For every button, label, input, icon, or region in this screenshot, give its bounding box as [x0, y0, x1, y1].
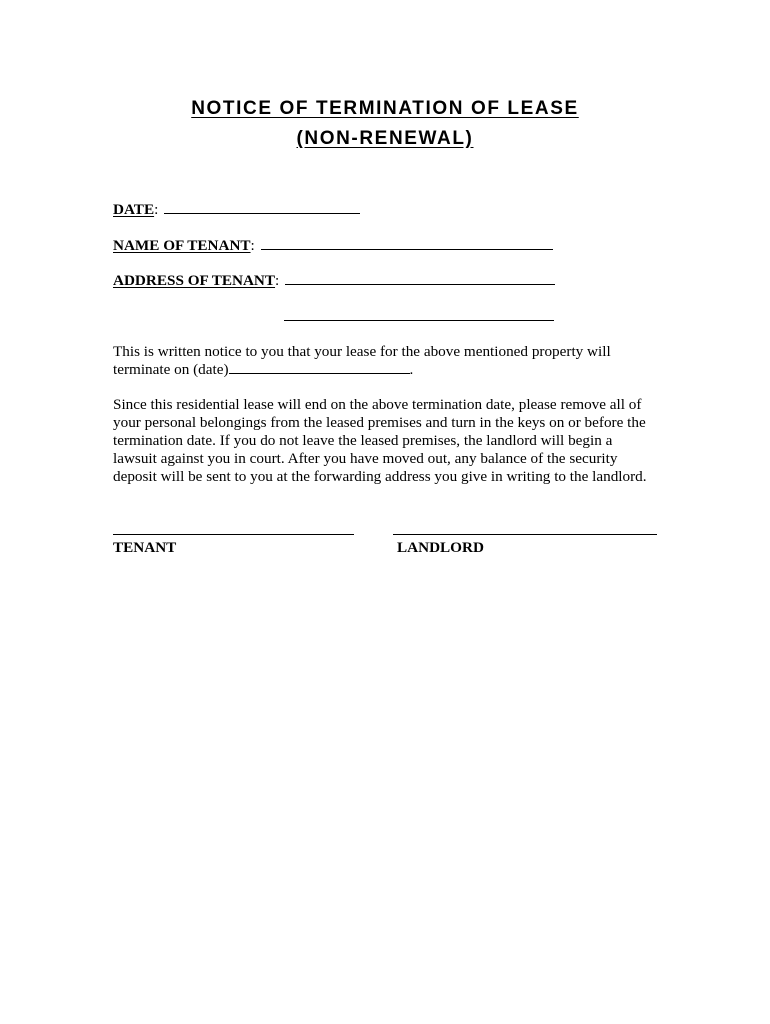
tenant-address-label: ADDRESS OF TENANT — [113, 272, 276, 289]
tenant-signature-line[interactable] — [113, 534, 354, 535]
move-out-paragraph: Since this residential lease will end on the above termination date, please remove all of your personal belongings from the leased premises and turn in the keys on or before the termination date. If you do not leave the leased premises, the landlord will begin a lawsuit against you in court. After you have moved out, any balance of the security deposit will be sent to you at the forwarding address you give in writing to the landlord. — [113, 396, 647, 485]
tenant-name-colon: : — [250, 237, 255, 254]
tenant-address-colon: : — [275, 272, 280, 289]
landlord-signature-line[interactable] — [393, 534, 657, 535]
termination-notice-period: . — [409, 361, 414, 378]
document-subtitle: (NON-RENEWAL) — [296, 128, 474, 149]
tenant-address-field-row — [113, 270, 555, 290]
document-title: NOTICE OF TERMINATION OF LEASE — [191, 98, 579, 119]
tenant-name-blank-line[interactable] — [261, 235, 553, 250]
tenant-address-blank-line[interactable] — [285, 270, 555, 285]
termination-notice-paragraph — [113, 343, 658, 379]
termination-date-blank-line[interactable] — [229, 361, 410, 374]
landlord-signature-label: LANDLORD — [397, 539, 484, 556]
tenant-signature-label: TENANT — [113, 539, 177, 556]
tenant-name-label: NAME OF TENANT — [113, 237, 251, 254]
date-field-row — [113, 199, 360, 219]
termination-notice-text: This is written notice to you that your lease for the above mentioned property will terminate on (date) — [113, 343, 611, 378]
tenant-name-field-row — [113, 235, 553, 255]
date-blank-line[interactable] — [164, 199, 360, 214]
tenant-address-second-blank-line[interactable] — [284, 320, 554, 321]
date-colon: : — [154, 201, 159, 218]
date-label: DATE — [113, 201, 155, 218]
